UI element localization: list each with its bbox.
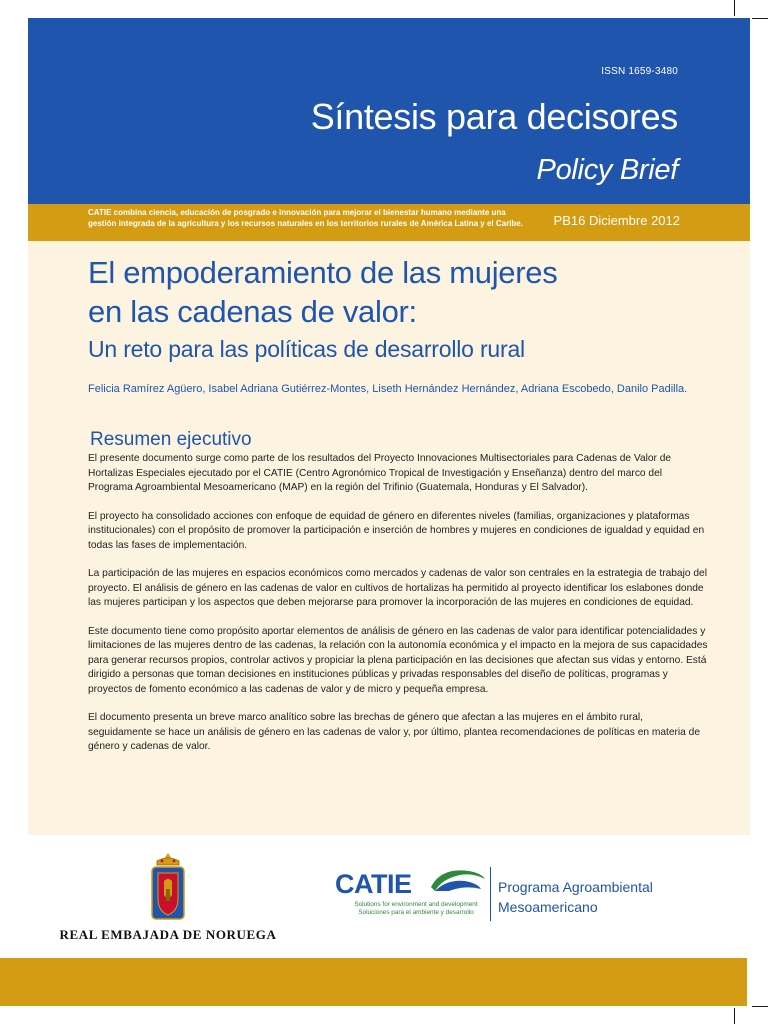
author-list: Felicia Ramírez Agüero, Isabel Adriana Gutiérrez-Montes, Liseth Hernández Hernández, Adriana Escobedo, Danilo Padilla. (88, 383, 688, 395)
document-title-line-1: El empoderamiento de las mujeres (88, 255, 558, 290)
catie-wordmark: CATIE (335, 869, 412, 899)
summary-paragraph: El proyecto ha consolidado acciones con enfoque de equidad de género en diferentes niveles (familias, organizaciones y plataformas institucionales) con el propósito de promover la participación e inserción de hombres y mujeres en condiciones de igualdad y equidad en todas las fases de implementación. (88, 510, 705, 551)
catie-logo (333, 865, 493, 925)
norway-embassy-logo (58, 851, 278, 947)
section-heading: Resumen ejecutivo (90, 429, 252, 450)
program-name-line-2: Mesoamericano (498, 899, 598, 915)
catie-tagline (341, 901, 491, 917)
norway-crest-icon (148, 851, 188, 923)
document-title (88, 253, 708, 331)
info-band (28, 204, 750, 241)
crop-mark (752, 1006, 768, 1007)
series-title: Síntesis para decisores (310, 96, 678, 137)
crop-mark (734, 0, 735, 16)
issue-number-date: PB16 Diciembre 2012 (553, 213, 680, 228)
catie-swoosh-icon (425, 865, 487, 901)
footer-band (0, 958, 747, 1006)
program-name (498, 877, 698, 917)
summary-paragraph: El documento presenta un breve marco analítico sobre las brechas de género que afectan a las mujeres en el ámbito rural, seguidamente se hace un análisis de género en las cadenas de valor y, por último, plantea recomendaciones de políticas en materia de género y cadenas de valor. (88, 712, 701, 752)
crop-mark (734, 1008, 735, 1024)
issn-number: ISSN 1659-3480 (601, 66, 678, 77)
content-panel (28, 241, 750, 835)
program-name-line-1: Programa Agroambiental (498, 879, 653, 895)
series-subtitle: Policy Brief (536, 154, 678, 186)
logo-divider (490, 867, 491, 921)
catie-tagline-en: Solutions for environment and development (354, 901, 478, 908)
summary-paragraph: La participación de las mujeres en espacios económicos como mercados y cadenas de valor son centrales en la estrategia de trabajo del proyecto. El análisis de género en las cadenas de valor en cultivos de hortalizas ha permitido al proyecto identificar los eslabones donde las mujeres participan y los aspectos que deben mejorarse para promover la incorporación de las mujeres en condiciones de equidad. (88, 568, 707, 608)
header-banner (28, 18, 750, 204)
catie-description: CATIE combina ciencia, educación de posgrado e innovación para mejorar el bienestar humano mediante una gestión integrada de la agricultura y los recursos naturales en los territorios rurales de América Latina y el Caribe. (88, 208, 523, 228)
partner-logos (0, 835, 768, 957)
catie-tagline-es: Soluciones para el ambiente y desarrollo (358, 909, 474, 916)
summary-paragraph: El presente documento surge como parte de los resultados del Proyecto Innovaciones Multisectoriales para Cadenas de Valor de Hortalizas Especiales ejecutado por el CATIE (Centro Agronómico Tropical de Investigación y Enseñanza) dentro del marco del Programa Agroambiental Mesoamericano (MAP) en la región del Trifinio (Guatemala, Honduras y El Salvador). (88, 453, 672, 493)
norway-embassy-name: REAL EMBAJADA DE NORUEGA (59, 927, 277, 942)
summary-paragraph: Este documento tiene como propósito aportar elementos de análisis de género en las cadenas de valor para identificar potencialidades y limitaciones de las mujeres dentro de las cadenas, la relación con la autonomía económica y el impacto en la mejora de sus capacidades para generar recursos propios, controlar activos y propiciar la plena participación en las decisiones que afectan sus vidas y entorno. Está dirigido a personas que toman decisiones en instituciones públicas y privadas responsables del diseño de políticas, programas y proyectos de fomento económico a las cadenas de valor y de micro y pequeña empresa. (88, 625, 708, 695)
document-title-line-2: en las cadenas de valor: (88, 294, 417, 329)
executive-summary (88, 452, 708, 769)
crop-mark (752, 18, 768, 19)
document-subtitle: Un reto para las políticas de desarrollo rural (88, 336, 525, 362)
